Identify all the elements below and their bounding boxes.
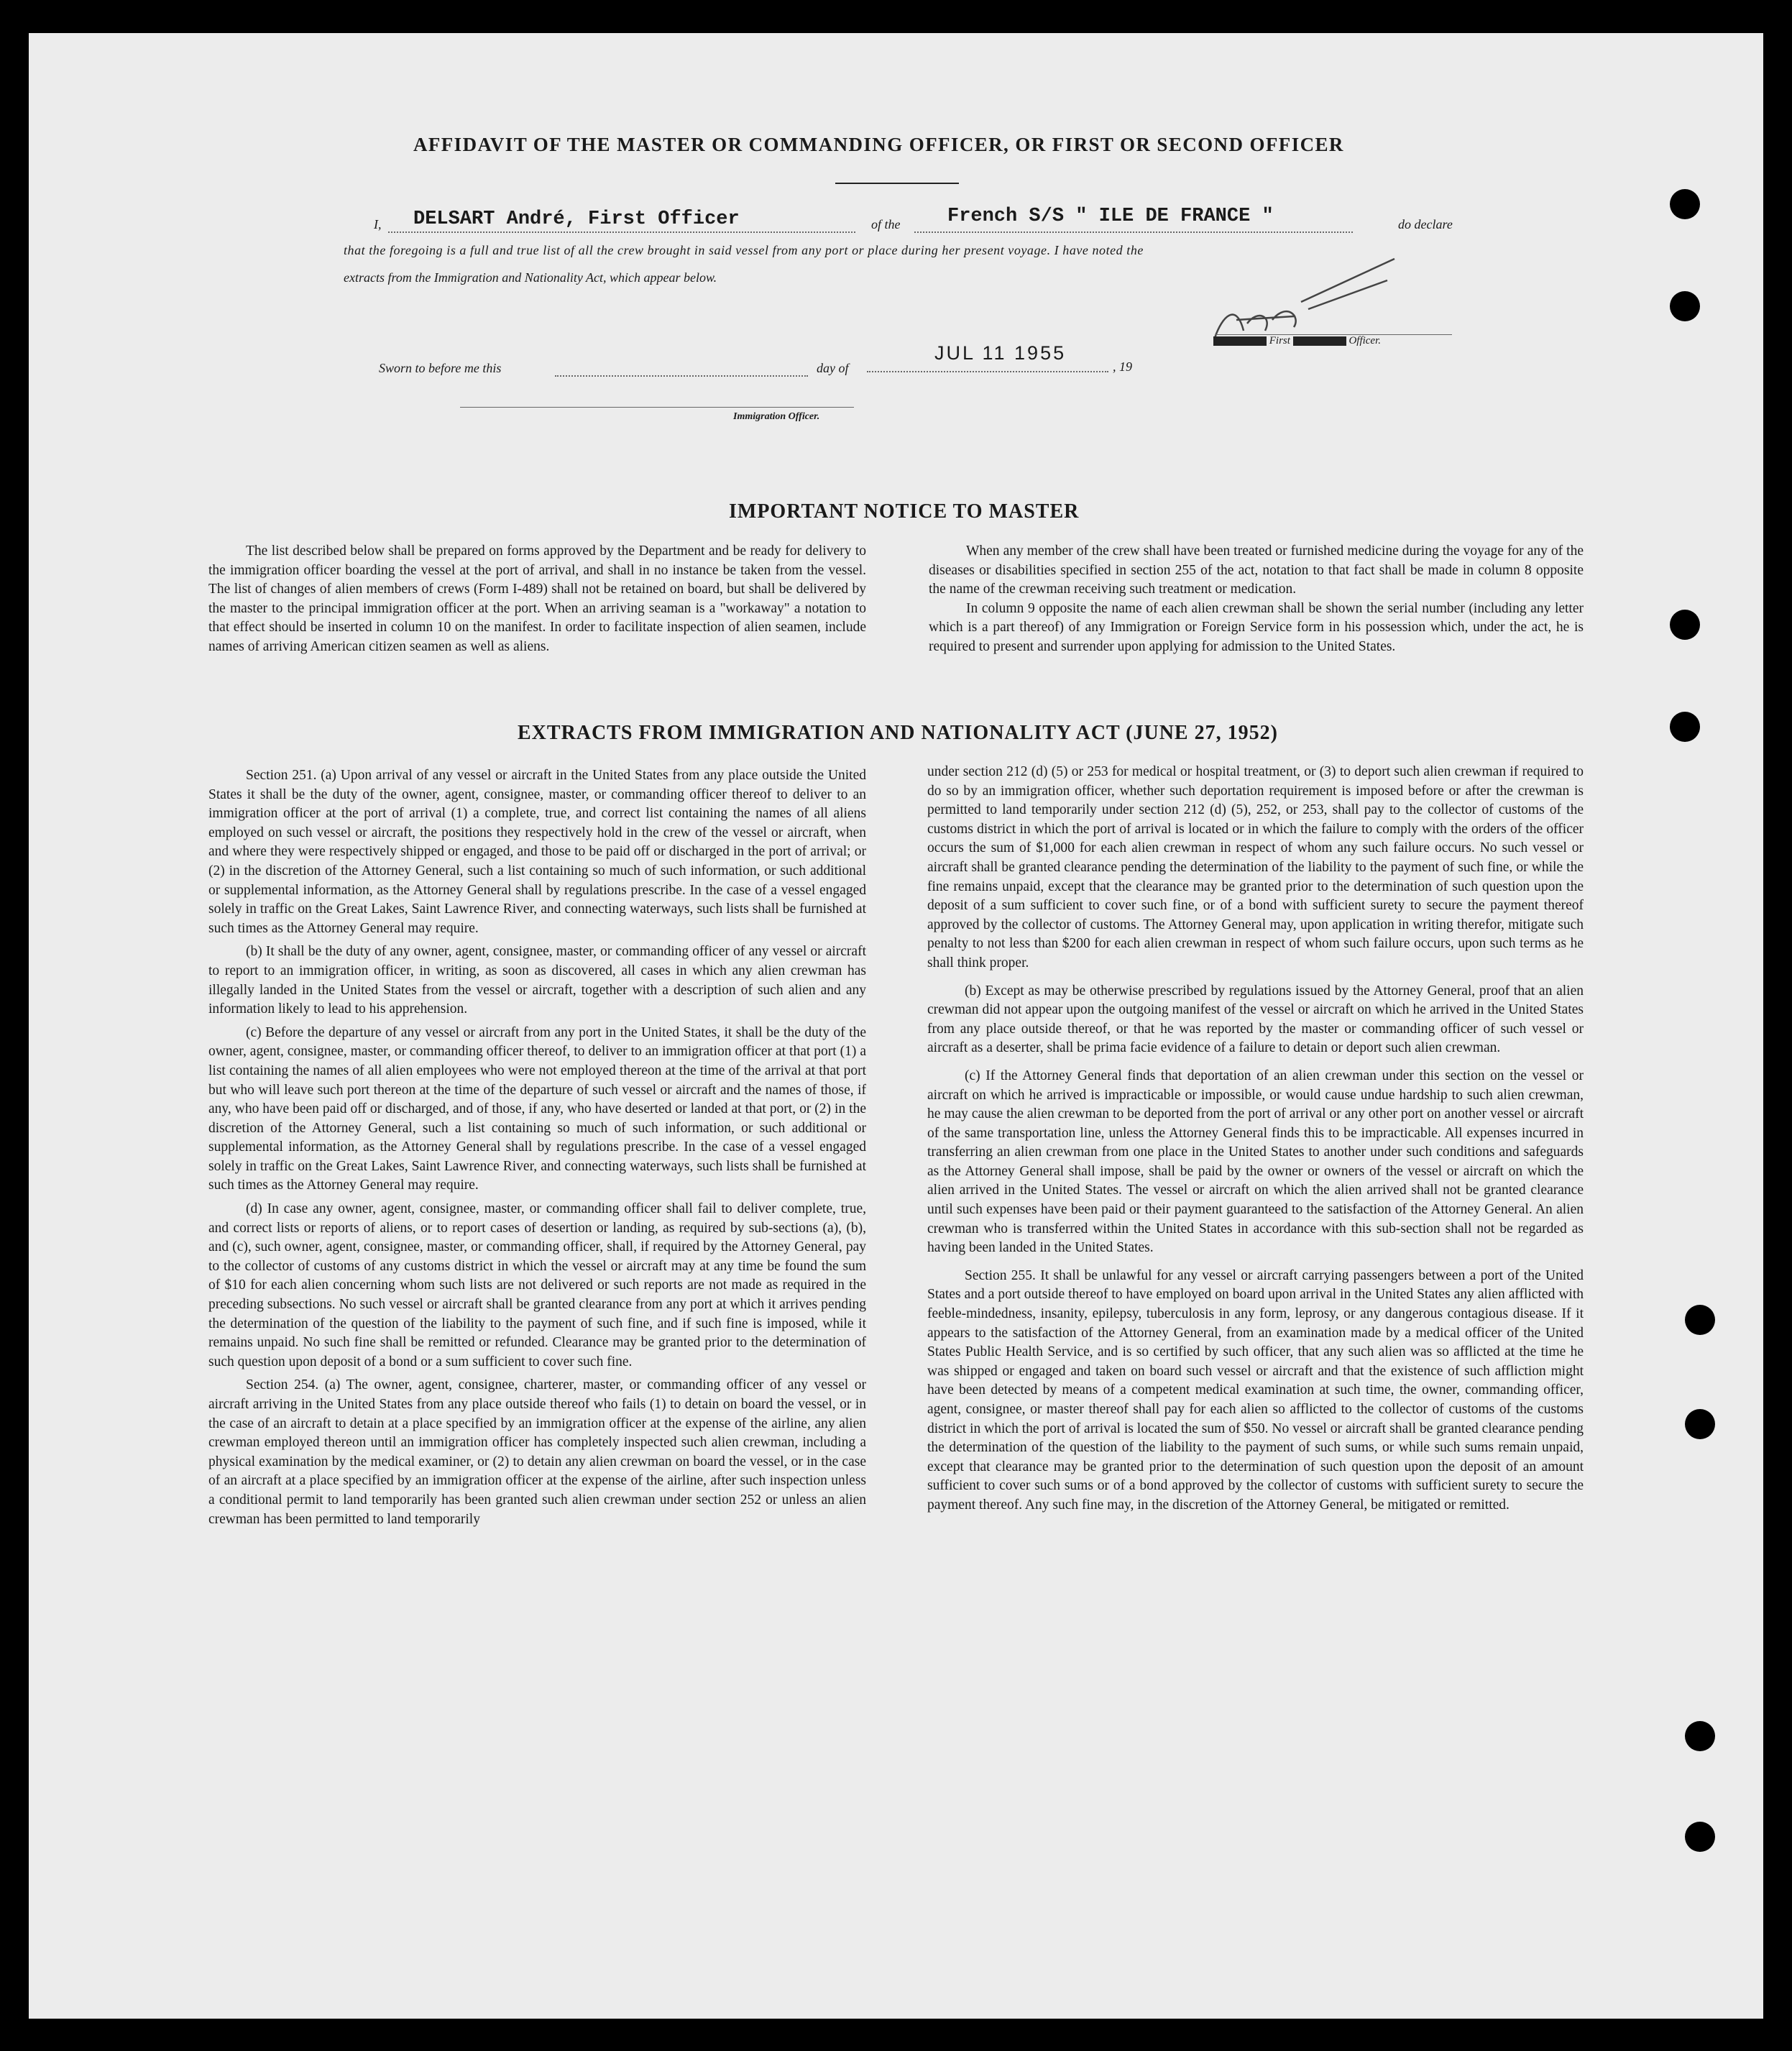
punch-hole xyxy=(1685,1721,1715,1751)
notice-right-text-2: In column 9 opposite the name of each alien crewman shall be shown the serial number (including any letter which is a part thereof) of any Immigration or Foreign Service form in his possession which, under the act, he is required to present and surrender upon applying for admission to the United States. xyxy=(929,600,1584,654)
struck-text xyxy=(1293,336,1346,346)
section-251-d: (d) In case any owner, agent, consignee, master, or commanding officer shall fail to deliver complete, true, and correct lists or reports of aliens, or to report cases of desertion or landing, as required by sub-sections (a), (b), and (c), such owner, agent, consignee, master, or commanding officer, shall, if required by the Attorney General, pay to the collector of customs of any customs district in which the vessel or aircraft may at any time be found the sum of $10 for each alien concerning whom such lists are not delivered or such reports are not made as required in the preceding subsections. No such vessel or aircraft shall be granted clearance from any port at which it arrives pending the determination of the question of the liability to the payment of such fine, and if such fine is imposed, while it remains unpaid. No such fine shall be remitted or refunded. Clearance may be granted prior to the determination of such question upon deposit of a bond or a sum sufficient to cover such fine. xyxy=(208,1201,866,1369)
section-254-a-continued: under section 212 (d) (5) or 253 for medical or hospital treatment, or (3) to deport such alien crewman if required to do so by an immigration officer, whether such deportation requirement is imposed before or after the crewman is permitted to land temporarily under section 212 (d) (5), 252, or 253, shall pay to the collector of customs of the customs district in which the port of arrival is located or in which the failure to comply with the orders of the officer occurs the sum of $1,000 for each alien crewman in respect of whom any such failure occurs. No such vessel or aircraft shall be granted clearance pending the determination of the liability to the payment of such fine, or while the fine remains unpaid, except that the clearance may be granted prior to the determination of such question upon the deposit of a sum sufficient to cover such fine, or of a bond with sufficient surety to secure the payment thereof approved by the collector of customs. The Attorney General may, upon application in writing therefor, mitigate such penalty to not less than $200 for each alien crewman in respect of whom such failure occurs, upon such terms as he shall think proper. xyxy=(927,764,1584,971)
date-line xyxy=(867,371,1108,372)
punch-hole xyxy=(1670,291,1700,321)
vessel-line xyxy=(914,231,1353,233)
section-255: Section 255. It shall be unlawful for any vessel or aircraft carrying passengers between a port of the United States and a port outside thereof to have employed on board upon arrival in the United States any alien afflicted with feeble-mindedness, insanity, epilepsy, tuberculosis in any form, leprosy, or any dangerous contagious disease. If it appears to the satisfaction of the Attorney General, from an examination made by a medical officer of the United States Public Health Service, and is so certified by such officer, that any such alien was so afflicted at the time he was shipped or engaged and taken on board such vessel or aircraft and that the existence of such affliction might have been detected by means of a competent medical examination at such time, the owner, commanding officer, agent, consignee, or master thereof shall pay for each alien so afflicted to the collector of customs of the customs district in which the port of arrival is located the sum of $50. No vessel or aircraft shall be granted clearance pending the determination of the question of the liability to the payment of such sums, or while such sums remain unpaid, except that clearance may be granted prior to the determination of such question upon the deposit of an amount sufficient to cover such sums or of a bond approved by the collector of customs with sufficient surety to secure the payment thereof. Any such fine may, in the discretion of the Attorney General, be mitigated or remitted. xyxy=(927,1267,1584,1513)
year-prefix: , 19 xyxy=(1113,359,1132,374)
immigration-officer-label: Immigration Officer. xyxy=(733,411,820,422)
section-251-c: (c) Before the departure of any vessel or aircraft from any port in the United States, it shall be the duty of the owner, agent, consignee, master, or commanding officer thereof, to deliver to an immigration officer at that port (1) a list containing the names of all alien employees who were not employed thereon at the time of the arrival at that port but who will leave such port thereon at the time of the departure of such vessel or aircraft and the names of those, if any, who have been paid off or discharged, and of those, if any, who have deserted or landed at that port, or (2) in the discretion of the Attorney General, such a list containing so much of such information, or such additional or supplemental information, as the Attorney General shall by regulations prescribe. In the case of a vessel engaged solely in traffic on the Great Lakes, Saint Lawrence River, and connecting waterways, such lists shall be furnished at such times as the Attorney General may require. xyxy=(208,1024,866,1193)
extracts-title: EXTRACTS FROM IMMIGRATION AND NATIONALITY ACT (JUNE 27, 1952) xyxy=(518,722,1278,744)
section-254-b: (b) Except as may be otherwise prescribed by regulations issued by the Attorney General, proof that an alien crewman did not appear upon the outgoing manifest of the vessel or aircraft on which he arrived in the United States from any place outside thereof, or that he was reported by the master or commanding officer of such vessel or aircraft as a deserter, shall be prima facie evidence of a failure to detain or deport such alien crewman. xyxy=(927,983,1584,1056)
section-254-a: Section 254. (a) The owner, agent, consignee, charterer, master, or commanding officer of any vessel or aircraft arriving in the United States from any place outside thereof who fails (1) to detain on board the vessel, or in the case of an aircraft to detain at a place specified by an immigration officer at the expense of the airline, any alien crewman employed thereon until an immigration officer has completely inspected such alien crewman, including a physical examination by the medical examiner, or (2) to detain any alien crewman on board the vessel, or in the case of an aircraft at a place specified by an immigration officer at the expense of the airline, after such inspection unless a conditional permit to land temporarily has been granted such alien crewman under section 252 or unless an alien crewman has been permitted to land temporarily xyxy=(208,1377,866,1527)
day-of-label: day of xyxy=(817,361,849,375)
of-the-label: of the xyxy=(871,217,901,231)
notice-left-column xyxy=(208,542,866,656)
extracts-right-column xyxy=(927,763,1584,1515)
i-label: I, xyxy=(374,217,382,231)
punch-hole xyxy=(1685,1305,1715,1335)
affidavit-title: AFFIDAVIT OF THE MASTER OR COMMANDING OFFICER, OR FIRST OR SECOND OFFICER xyxy=(413,134,1344,155)
title-divider xyxy=(835,183,959,184)
notice-title: IMPORTANT NOTICE TO MASTER xyxy=(729,500,1080,523)
declaration-line-1: that the foregoing is a full and true list of all the crew brought in said vessel from any port or place during her present voyage. I have noted the xyxy=(344,243,1144,257)
name-line xyxy=(388,231,855,233)
section-251-b: (b) It shall be the duty of any owner, agent, consignee, master, or commanding officer of any vessel or aircraft to report to an immigration officer, in writing, as soon as discovered, all cases in which any alien crewman has illegally landed in the United States from the vessel or aircraft, together with a description of such alien and any information likely to lead to his apprehension. xyxy=(208,944,866,1017)
sworn-label: Sworn to before me this xyxy=(379,361,502,375)
immigration-officer-line xyxy=(460,407,854,408)
extracts-left-column xyxy=(208,766,866,1529)
punch-hole xyxy=(1670,712,1700,742)
section-251-a: Section 251. (a) Upon arrival of any vessel or aircraft in the United States from any place outside the United States it shall be the duty of the owner, agent, consignee, master, or commanding officer thereof to deliver to an immigration officer at the port of arrival (1) a complete, true, and correct list containing the names of all aliens employed on such vessel or aircraft, the positions they respectively hold in the crew of the vessel or aircraft, when and where they were respectively shipped or engaged, and those to be paid off or discharged in the port of arrival; or (2) in the discretion of the Attorney General, such a list containing so much of such information, or such additional or supplemental information, as the Attorney General shall by regulations prescribe. In the case of a vessel engaged solely in traffic on the Great Lakes, Saint Lawrence River, and connecting waterways, such lists shall be furnished at such times as the Attorney General may require. xyxy=(208,768,866,936)
first-label: First xyxy=(1269,335,1290,347)
notice-left-text: The list described below shall be prepared on forms approved by the Department and be ready for delivery to the immigration officer boarding the vessel at the port of arrival, and shall in no instance be taken from the vessel. The list of changes of alien members of crews (Form I-489) shall not be retained on board, but shall be delivered by the master to the principal immigration officer at the port. When an arriving seaman is a "workaway" a notation to that effect should be inserted in column 10 on the manifest. In order to facilitate inspection of alien seamen, include names of arriving American citizen seamen as well as aliens. xyxy=(208,543,866,654)
officer-sig-line xyxy=(1215,334,1452,335)
declaration-line-2: extracts from the Immigration and Nationality Act, which appear below. xyxy=(344,270,717,285)
section-254-c: (c) If the Attorney General finds that deportation of an alien crewman under this section on the vessel or aircraft on which he arrived is impracticable or impossible, or would cause undue hardship to such alien crewman, he may cause the alien crewman to be deported from the port of arrival or any other port on another vessel or aircraft of the same transportation line, unless the Attorney General finds this to be impracticable. All expenses incurred in transferring an alien crewman from one place in the United States to another under such conditions and safeguards as the Attorney General shall impose, shall be paid by the owner or owners of the vessel or aircraft on which the alien arrived in the United States. The vessel or aircraft on which the alien arrived shall not be granted clearance until such expenses have been paid or their payment guaranteed to the satisfaction of the Attorney General. An alien crewman who is transferred within the United States in accordance with this sub-section shall not be regarded as having been landed in the United States. xyxy=(927,1068,1584,1256)
notice-right-column xyxy=(929,542,1584,656)
punch-hole xyxy=(1685,1409,1715,1439)
notice-right-text-1: When any member of the crew shall have been treated or furnished medicine during the voyage for any of the diseases or disabilities specified in section 255 of the act, notation to that fact shall be made in column 8 opposite the name of the crewman receiving such treatment or medication. xyxy=(929,543,1584,597)
date-stamp: JUL 11 1955 xyxy=(934,342,1067,364)
officer-label: Officer. xyxy=(1348,335,1382,347)
vessel-name: French S/S " ILE DE FRANCE " xyxy=(947,206,1274,227)
struck-text xyxy=(1213,336,1267,346)
do-declare-label: do declare xyxy=(1398,217,1453,231)
punch-hole xyxy=(1685,1822,1715,1852)
punch-hole xyxy=(1670,189,1700,219)
officer-signature-line xyxy=(1213,335,1381,347)
officer-name: DELSART André, First Officer xyxy=(413,208,740,230)
sworn-day-line xyxy=(555,375,808,377)
punch-hole xyxy=(1670,610,1700,640)
